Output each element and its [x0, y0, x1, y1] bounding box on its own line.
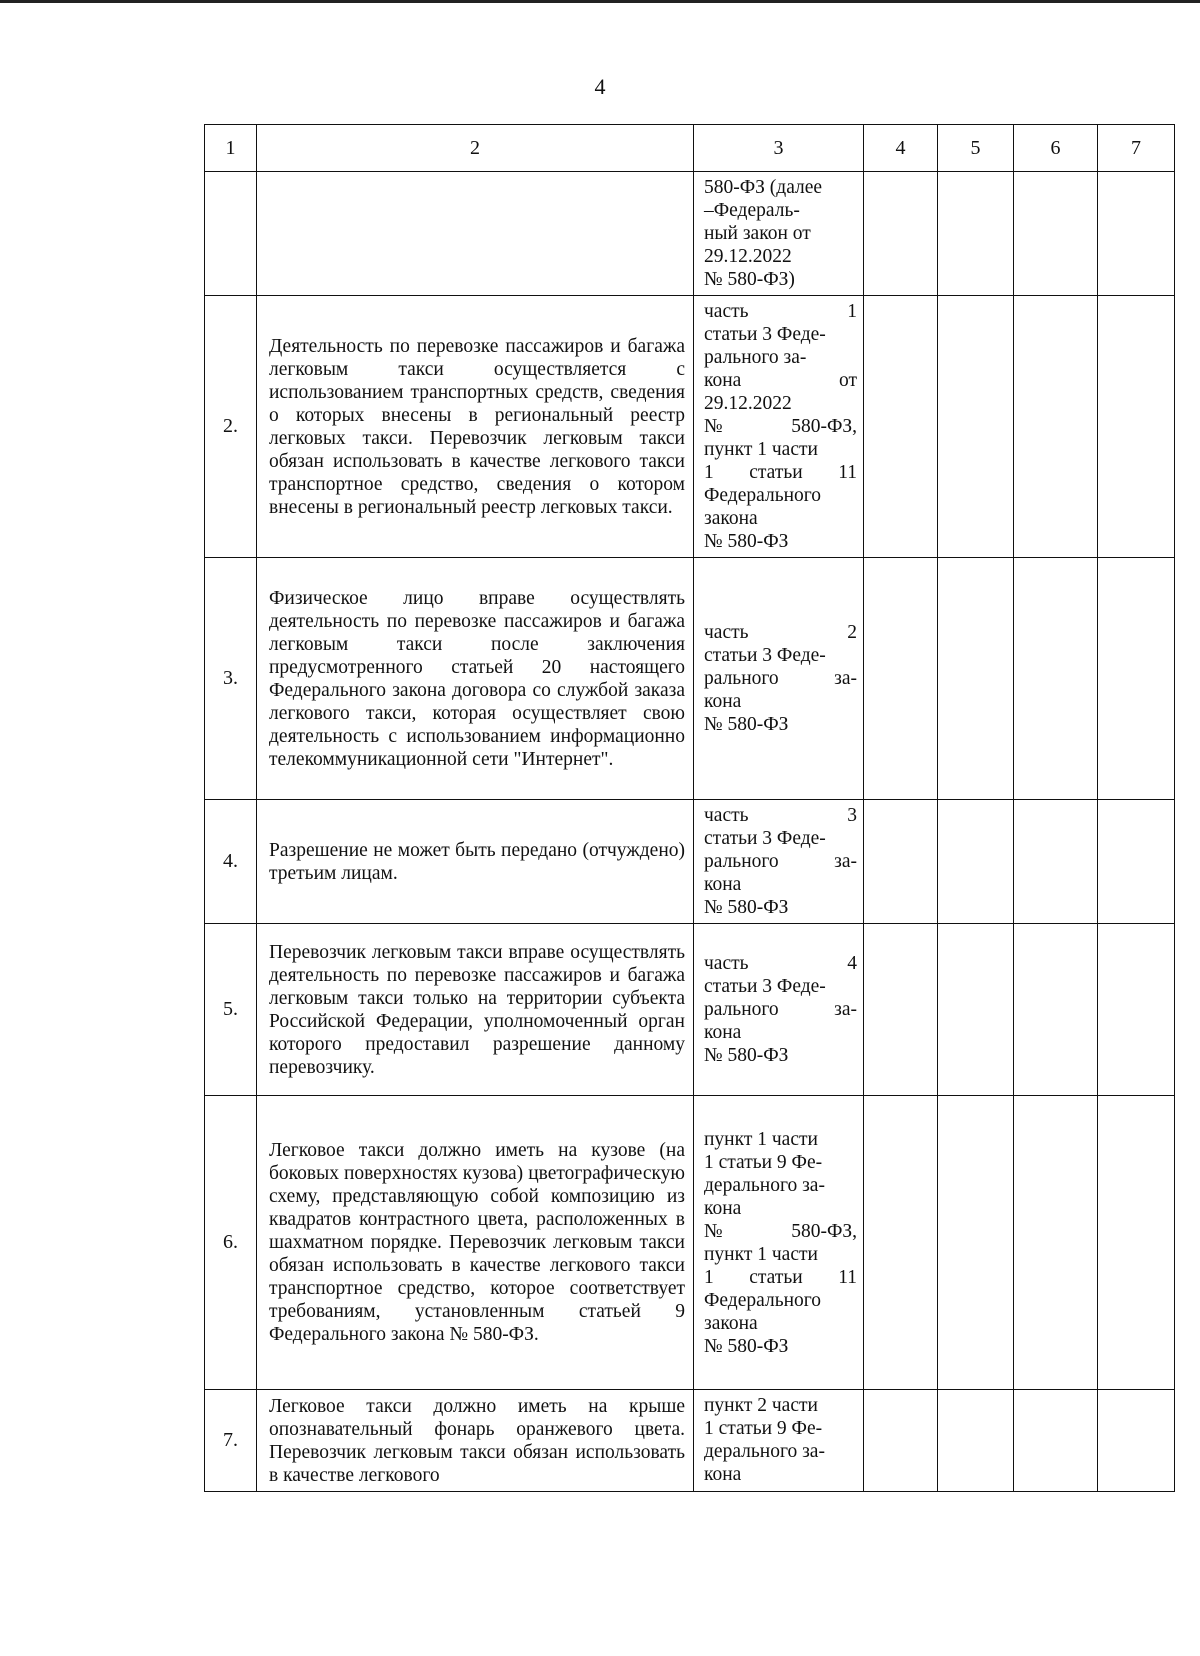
reference-line: 580-ФЗ (далее — [704, 177, 823, 198]
reference-line: № 580-ФЗ — [704, 714, 789, 735]
reference-line — [704, 461, 857, 484]
reference-word: статьи — [749, 462, 803, 483]
reference-line: статьи 3 Феде- — [704, 645, 826, 666]
requirement-text: Легковое такси должно иметь на крыше опознавательный фонарь оранжевого цвета. Перевозчик легковым такси обязан использовать в качестве легкового — [257, 1390, 694, 1492]
reference-line: № 580-ФЗ — [704, 531, 789, 552]
empty-cell — [1098, 172, 1175, 296]
reference-word: статьи — [749, 1266, 803, 1288]
legal-reference — [694, 800, 864, 924]
row-number — [205, 172, 257, 296]
reference-word: часть — [704, 805, 749, 826]
column-header: 7 — [1098, 125, 1175, 172]
empty-cell — [1098, 924, 1175, 1096]
reference-line: Федерального — [704, 1289, 822, 1311]
reference-line: дерального за- — [704, 1174, 825, 1196]
reference-line: пункт 1 части — [704, 439, 818, 460]
reference-line: пункт 1 части — [704, 1243, 818, 1265]
requirement-text: Деятельность по перевозке пассажиров и багажа легковым такси осуществляется с использованием транспортных средств, сведения о которых внесены в региональный реестр легковых такси. Перевозчик легковым такси обязан использовать в качестве легкового такси транспортное средство, сведения о котором внесены в региональный реестр легковых такси. — [257, 296, 694, 558]
legal-reference — [694, 296, 864, 558]
empty-cell — [864, 800, 938, 924]
reference-line: 29.12.2022 — [704, 246, 792, 267]
page-number: 4 — [594, 74, 606, 99]
table-row — [205, 296, 1175, 558]
row-number: 5. — [205, 924, 257, 1096]
reference-line: кона — [704, 691, 742, 712]
reference-line — [704, 415, 857, 438]
reference-word: 580-ФЗ, — [791, 1220, 857, 1242]
row-number: 7. — [205, 1390, 257, 1492]
table-row — [205, 1390, 1175, 1492]
requirement-text: Легковое такси должно иметь на кузове (на боковых поверхностях кузова) цветографическую схему, представляющую собой композицию из квадратов контрастного цвета, расположенных в шахматном порядке. Перевозчик легковым такси обязан использовать в качестве легкового такси транспортное средство, которое соответствует требованиям, установленным статьей 9 Федерального закона № 580-ФЗ. — [257, 1096, 694, 1390]
empty-cell — [1014, 1096, 1098, 1390]
reference-line — [704, 621, 857, 644]
reference-word: 4 — [847, 953, 857, 974]
reference-line — [704, 369, 857, 392]
reference-word: 11 — [838, 462, 857, 483]
empty-cell — [938, 1390, 1014, 1492]
row-number: 6. — [205, 1096, 257, 1390]
reference-word: часть — [704, 301, 749, 322]
reference-word: кона — [704, 370, 742, 391]
reference-line: дерального за- — [704, 1441, 825, 1462]
legal-reference — [694, 924, 864, 1096]
table-row — [205, 1096, 1175, 1390]
empty-cell — [1098, 800, 1175, 924]
column-header: 4 — [864, 125, 938, 172]
reference-word: рального — [704, 851, 779, 872]
reference-line: № 580-ФЗ — [704, 1335, 789, 1357]
reference-word: № — [704, 416, 723, 437]
column-header: 3 — [694, 125, 864, 172]
reference-line: № 580-ФЗ — [704, 1045, 789, 1066]
reference-word: 1 — [704, 1266, 714, 1288]
empty-cell — [1014, 172, 1098, 296]
empty-cell — [938, 172, 1014, 296]
reference-line: закона — [704, 1312, 758, 1334]
empty-cell — [938, 558, 1014, 800]
reference-word: 1 — [704, 462, 714, 483]
empty-cell — [1098, 296, 1175, 558]
reference-line: № 580-ФЗ — [704, 897, 789, 918]
legal-reference — [694, 172, 864, 296]
table-row — [205, 924, 1175, 1096]
column-header: 1 — [205, 125, 257, 172]
column-header: 6 — [1014, 125, 1098, 172]
legal-reference — [694, 1390, 864, 1492]
row-number: 2. — [205, 296, 257, 558]
table-row — [205, 800, 1175, 924]
reference-line — [704, 1266, 857, 1289]
reference-line: закона — [704, 508, 758, 529]
reference-line: рального за- — [704, 347, 807, 368]
reference-word: № — [704, 1220, 723, 1242]
top-scan-edge — [0, 0, 1200, 3]
empty-cell — [1014, 558, 1098, 800]
reference-line: № 580-ФЗ) — [704, 269, 795, 290]
empty-cell — [864, 296, 938, 558]
requirement-text: Разрешение не может быть передано (отчуждено) третьим лицам. — [257, 800, 694, 924]
empty-cell — [1098, 1390, 1175, 1492]
reference-word: часть — [704, 953, 749, 974]
requirement-text — [257, 172, 694, 296]
reference-line: Федерального — [704, 485, 822, 506]
reference-line — [704, 300, 857, 323]
reference-line — [704, 952, 857, 975]
reference-line — [704, 850, 857, 873]
reference-word: за- — [834, 851, 857, 872]
empty-cell — [864, 1390, 938, 1492]
reference-line: статьи 3 Феде- — [704, 976, 826, 997]
empty-cell — [864, 924, 938, 1096]
reference-word: от — [838, 370, 857, 391]
reference-line: –Федераль- — [704, 200, 800, 221]
column-header: 2 — [257, 125, 694, 172]
empty-cell — [1014, 800, 1098, 924]
empty-cell — [864, 172, 938, 296]
empty-cell — [864, 1096, 938, 1390]
legal-reference — [694, 1096, 864, 1390]
reference-line — [704, 1220, 857, 1243]
reference-line — [704, 667, 857, 690]
reference-line: кона — [704, 1022, 742, 1043]
reference-word: за- — [834, 999, 857, 1020]
table-row — [205, 172, 1175, 296]
reference-line: кона — [704, 874, 742, 895]
reference-word: 580-ФЗ, — [791, 416, 857, 437]
empty-cell — [1014, 296, 1098, 558]
empty-cell — [938, 800, 1014, 924]
empty-cell — [1098, 1096, 1175, 1390]
reference-line: кона — [704, 1464, 742, 1485]
reference-word: 2 — [847, 622, 857, 643]
table-row — [205, 558, 1175, 800]
reference-line: пункт 2 части — [704, 1395, 818, 1416]
reference-line: пункт 1 части — [704, 1128, 818, 1150]
requirements-table — [204, 124, 1175, 1492]
empty-cell — [1098, 558, 1175, 800]
reference-line: 1 статьи 9 Фе- — [704, 1418, 823, 1439]
reference-line — [704, 804, 857, 827]
empty-cell — [938, 1096, 1014, 1390]
reference-line: статьи 3 Феде- — [704, 828, 826, 849]
reference-line — [704, 998, 857, 1021]
reference-word: 11 — [838, 1266, 857, 1288]
requirement-text: Перевозчик легковым такси вправе осуществлять деятельность по перевозке пассажиров и багажа легковым такси только на территории субъекта Российской Федерации, уполномоченный орган которого предоставил разрешение данному перевозчику. — [257, 924, 694, 1096]
reference-word: рального — [704, 668, 779, 689]
reference-line: ный закон от — [704, 223, 811, 244]
requirement-text: Физическое лицо вправе осуществлять деятельность по перевозке пассажиров и багажа легковым такси после заключения предусмотренного статьей 20 настоящего Федерального закона договора со службой заказа легкового такси, которая осуществляет свою деятельность с использованием информационно телекоммуникационной сети "Интернет". — [257, 558, 694, 800]
legal-reference — [694, 558, 864, 800]
reference-word: за- — [834, 668, 857, 689]
reference-word: рального — [704, 999, 779, 1020]
empty-cell — [938, 296, 1014, 558]
row-number: 3. — [205, 558, 257, 800]
row-number: 4. — [205, 800, 257, 924]
table-body — [205, 125, 1175, 1492]
reference-line: статьи 3 Феде- — [704, 324, 826, 345]
column-header: 5 — [938, 125, 1014, 172]
reference-word: 3 — [847, 805, 857, 826]
reference-line: 29.12.2022 — [704, 393, 792, 414]
reference-line: кона — [704, 1197, 742, 1219]
header-row — [205, 125, 1175, 172]
reference-line: 1 статьи 9 Фе- — [704, 1151, 823, 1173]
empty-cell — [938, 924, 1014, 1096]
empty-cell — [1014, 1390, 1098, 1492]
empty-cell — [864, 558, 938, 800]
empty-cell — [1014, 924, 1098, 1096]
reference-word: часть — [704, 622, 749, 643]
reference-word: 1 — [847, 301, 857, 322]
